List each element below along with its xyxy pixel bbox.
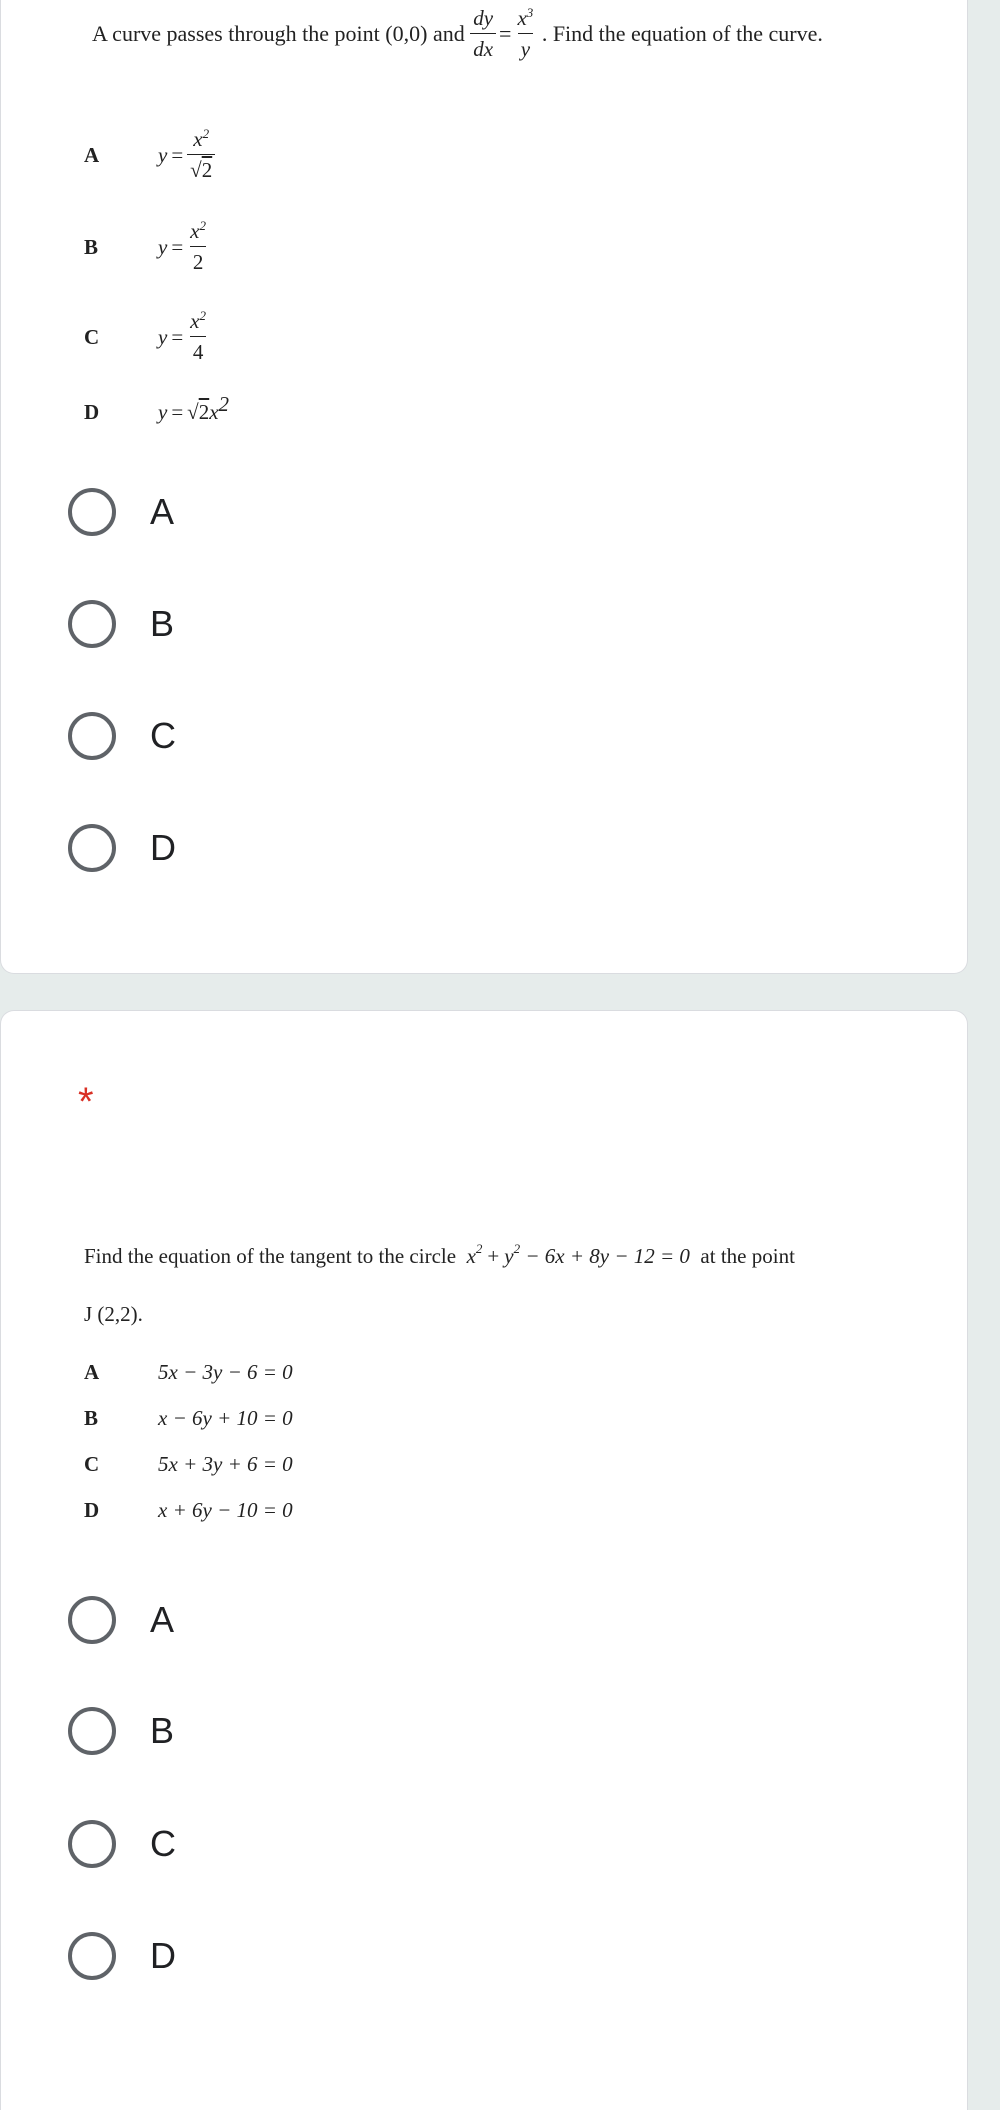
radio-circle-icon[interactable] bbox=[68, 712, 116, 760]
q1-radio-a[interactable]: A bbox=[68, 484, 174, 540]
radio-circle-icon[interactable] bbox=[68, 1932, 116, 1980]
radio-circle-icon[interactable] bbox=[68, 1596, 116, 1644]
required-asterisk: * bbox=[78, 1080, 94, 1124]
radio-circle-icon[interactable] bbox=[68, 1707, 116, 1755]
radio-circle-icon[interactable] bbox=[68, 600, 116, 648]
radio-circle-icon[interactable] bbox=[68, 488, 116, 536]
q2-option-b: B x − 6y + 10 = 0 bbox=[84, 1406, 293, 1430]
q1-option-a: A y = $\frac{x^2}{√2}$ bbox=[84, 120, 215, 190]
q2-option-c: C 5x + 3y + 6 = 0 bbox=[84, 1452, 293, 1476]
q1-radio-d[interactable]: D bbox=[68, 820, 176, 876]
q1-option-d: D y = √ 2 x 2 bbox=[84, 391, 230, 424]
q2-radio-d[interactable]: D bbox=[68, 1928, 176, 1984]
question-1-text: A curve passes through the point (0,0) and $\frac{dy}{dx}$ = $\frac{x^3}{y}$ . Find the equation of the curve. bbox=[92, 5, 823, 61]
radio-circle-icon[interactable] bbox=[68, 824, 116, 872]
q1-radio-c[interactable]: C bbox=[68, 708, 176, 764]
q1-option-b: B y = $\frac{x^2}{2}$ bbox=[84, 218, 207, 274]
rhs-fraction: $\frac{x^3}{y}$ bbox=[517, 5, 534, 61]
question-2-point: J (2,2). bbox=[84, 1302, 143, 1326]
q2-radio-a[interactable]: A bbox=[68, 1592, 174, 1648]
q2-option-a: A 5x − 3y − 6 = 0 bbox=[84, 1360, 293, 1384]
q2-option-d: D x + 6y − 10 = 0 bbox=[84, 1498, 293, 1522]
question-2-text: Find the equation of the tangent to the circle x 2 + y 2 − 6x + 8y − 12 = 0 at the point bbox=[84, 1241, 795, 1268]
radio-circle-icon[interactable] bbox=[68, 1820, 116, 1868]
q1-radio-b[interactable]: B bbox=[68, 596, 174, 652]
q2-radio-b[interactable]: B bbox=[68, 1703, 174, 1759]
derivative-fraction: $\frac{dy}{dx}$ bbox=[470, 8, 496, 60]
q2-radio-c[interactable]: C bbox=[68, 1816, 176, 1872]
q1-option-c: C y = $\frac{x^2}{4}$ bbox=[84, 308, 207, 364]
